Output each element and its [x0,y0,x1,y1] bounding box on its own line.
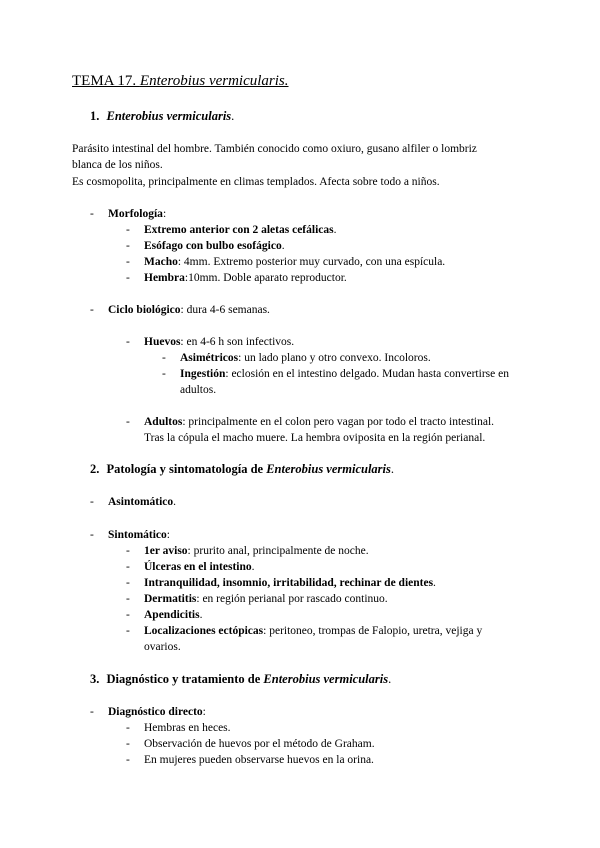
bullet-dash: - [90,529,94,541]
morfologia-label-end: : [162,208,167,220]
morfologia-item-2: Esófago con bulbo esofágico. [144,240,285,252]
huevos-item-2-line2: adultos. [180,384,217,396]
sintomatico-item-4: Dermatitis: en región perianal por rascado continuo. [144,593,388,605]
morfologia-item-1: Extremo anterior con 2 aletas cefálicas. [144,224,337,236]
ciclo-line: Ciclo biológico: dura 4-6 semanas. [108,304,270,316]
bullet-dash: - [90,706,94,718]
morfologia-item-3: Macho: 4mm. Extremo posterior muy curvado, con una espícula. [144,256,446,268]
bullet-dash: - [126,561,130,573]
sintomatico-item-3: Intranquilidad, insomnio, irritabilidad, rechinar de dientes. [144,577,436,589]
sintomatico-item-6: Localizaciones ectópicas: peritoneo, trompas de Falopio, uretra, vejiga y [144,625,483,637]
asintomatico-line: Asintomático. [108,496,177,508]
bullet-dash: - [126,625,130,637]
sintomatico-item-5: Apendicitis. [144,609,203,621]
morfologia-label-line [108,206,166,222]
bullet-dash: - [126,738,130,750]
bullet-dash: - [126,609,130,621]
intro-line-3: Es cosmopolita, principalmente en climas templados. Afecta sobre todo a niños. [72,176,440,188]
diagnostico-item-2: Observación de huevos por el método de Graham. [144,738,375,750]
section1-heading-end: . [231,109,235,123]
bullet-dash: - [126,545,130,557]
bullet-dash: - [126,256,130,268]
section3-heading: 3. Diagnóstico y tratamiento de Enterobius vermicularis. [90,672,392,686]
section2-heading: 2. Patología y sintomatología de Enterobius vermicularis. [90,462,395,476]
sintomatico-item-6-line2: ovarios. [144,641,181,653]
bullet-dash: - [126,593,130,605]
section1-heading [90,108,234,124]
section2-number: 2. [90,462,100,476]
intro-line-1: Parásito intestinal del hombre. También conocido como oxiuro, gusano alfiler o lombriz [72,143,477,155]
huevos-line: Huevos: en 4-6 h son infectivos. [144,336,295,348]
document-title [72,73,289,89]
section1-number: 1. [90,109,100,123]
bullet-dash: - [126,577,130,589]
title-prefix: TEMA 17. [72,73,140,89]
huevos-item-2: Ingestión: eclosión en el intestino delgado. Mudan hasta convertirse en [180,368,509,380]
diagnostico-line: Diagnóstico directo: [108,706,206,718]
huevos-item-1: Asimétricos: un lado plano y otro convexo. Incoloros. [180,352,431,364]
morfologia-item-4: Hembra:10mm. Doble aparato reproductor. [144,272,347,284]
bullet-dash: - [126,224,130,236]
diagnostico-item-1: Hembras en heces. [144,722,231,734]
bullet-dash: - [126,722,130,734]
diagnostico-item-3: En mujeres pueden observarse huevos en la orina. [144,754,374,766]
bullet-dash: - [90,304,94,316]
sintomatico-line: Sintomático: [108,529,170,541]
sintomatico-item-2: Úlceras en el intestino. [144,561,255,573]
bullet-dash: - [126,416,130,428]
adultos-line2: Tras la cópula el macho muere. La hembra oviposita en la región perianal. [144,432,486,444]
sintomatico-item-1: 1er aviso: prurito anal, principalmente de noche. [144,545,369,557]
bullet-dash: - [126,336,130,348]
section3-number: 3. [90,672,100,686]
section1-heading-text: Enterobius vermicularis [106,109,232,123]
bullet-dash: - [90,208,94,220]
bullet-dash: - [126,754,130,766]
bullet-dash: - [126,240,130,252]
morfologia-item [90,206,94,222]
morfologia-label: Morfología [108,208,163,220]
bullet-dash: - [162,368,166,380]
title-species: Enterobius vermicularis. [139,73,289,89]
ciclo-label: Ciclo biológico [108,304,181,316]
bullet-dash: - [126,272,130,284]
bullet-dash: - [162,352,166,364]
intro-line-2: blanca de los niños. [72,159,163,171]
adultos-line: Adultos: principalmente en el colon pero vagan por todo el tracto intestinal. [144,416,495,428]
bullet-dash: - [90,496,94,508]
